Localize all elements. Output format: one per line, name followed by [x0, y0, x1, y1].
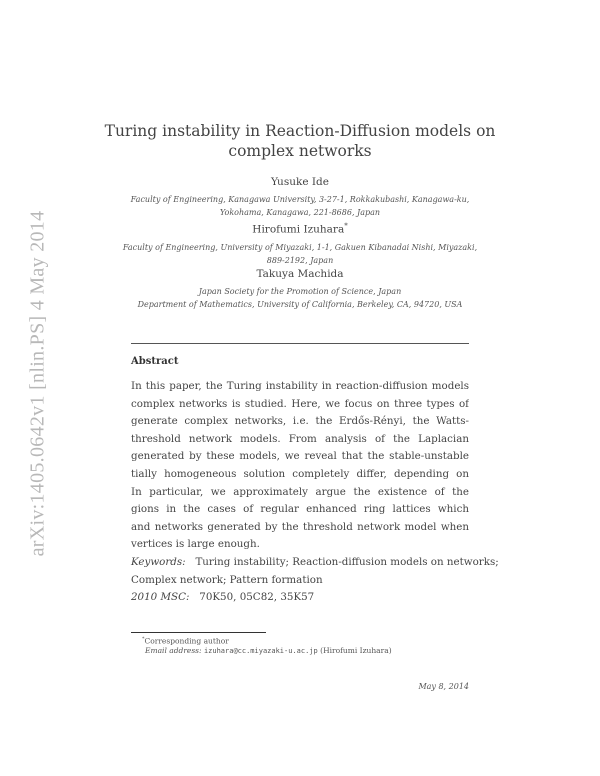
author-name: [0, 222, 600, 236]
abstract-line: gions in the cases of regular enhanced ring lattices which: [131, 503, 469, 516]
author-name: Yusuke Ide: [271, 176, 329, 188]
footnote-corresponding: [142, 636, 229, 646]
paper-title: [0, 121, 600, 161]
author-name-text: Hirofumi Izuhara: [252, 223, 345, 236]
author-affiliation: [0, 193, 600, 219]
affiliation-line: 889-2192, Japan: [266, 256, 334, 265]
keywords-continued: Complex network; Pattern formation: [131, 573, 323, 586]
affiliation-line: Faculty of Engineering, Kanagawa University, 3-27-1, Rokkakubashi, Kanagawa-ku,: [130, 195, 470, 204]
footnote-text: Corresponding author: [144, 636, 229, 646]
affiliation-line: Faculty of Engineering, University of Miyazaki, 1-1, Gakuen Kibanadai Nishi, Miyazaki,: [122, 243, 478, 252]
abstract-line: threshold network models. From analysis of the Laplacian: [131, 432, 469, 445]
abstract-line: In particular, we approximately argue the existence of the: [131, 485, 469, 498]
arxiv-stamp: arXiv:1405.0642v1 [nlin.PS] 4 May 2014: [26, 210, 49, 557]
affiliation-line: Yokohama, Kanagawa, 221-8686, Japan: [219, 208, 381, 217]
footnote-marker[interactable]: *: [344, 222, 348, 230]
title-line: Turing instability in Reaction-Diffusion models on: [104, 122, 496, 140]
email-link[interactable]: izuhara@cc.miyazaki-u.ac.jp: [203, 647, 318, 655]
footnote-rule: [131, 632, 266, 633]
footnote-marker: *: [142, 636, 145, 642]
author-affiliation: [0, 241, 600, 267]
affiliation-line: Japan Society for the Promotion of Science, Japan: [198, 287, 402, 296]
email-label: Email address:: [145, 646, 202, 655]
abstract-line: In this paper, the Turing instability in reaction-diffusion models: [131, 380, 469, 392]
abstract-line: vertices is large enough.: [131, 538, 260, 551]
preprint-date: May 8, 2014: [418, 682, 469, 691]
msc: [131, 590, 469, 604]
divider: [131, 343, 469, 344]
author-name: Takuya Machida: [256, 268, 344, 280]
affiliation-line: Department of Mathematics, University of California, Berkeley, CA, 94720, USA: [137, 300, 463, 309]
abstract-heading: Abstract: [131, 356, 179, 367]
keywords: [131, 555, 499, 569]
abstract-line: generated by these models, we reveal that the stable-unstable: [131, 450, 469, 463]
title-line: complex networks: [228, 142, 372, 160]
footnote-email: [145, 646, 392, 655]
keywords-text: Turing instability; Reaction-diffusion models on networks;: [195, 556, 499, 568]
abstract-line: tially homogeneous solution completely differ, depending on: [131, 468, 469, 480]
abstract-line: complex networks is studied. Here, we focus on three types of: [131, 397, 469, 410]
email-owner: (Hirofumi Izuhara): [320, 646, 392, 655]
author-affiliation: [0, 285, 600, 311]
msc-label: 2010 MSC:: [131, 591, 190, 604]
keywords-label: Keywords:: [131, 556, 186, 568]
abstract-line: generate complex networks, i.e. the Erdős-Rényi, the Watts-: [131, 415, 469, 428]
abstract-line: and networks generated by the threshold network model when: [131, 520, 469, 533]
msc-codes: 70K50, 05C82, 35K57: [199, 591, 315, 604]
